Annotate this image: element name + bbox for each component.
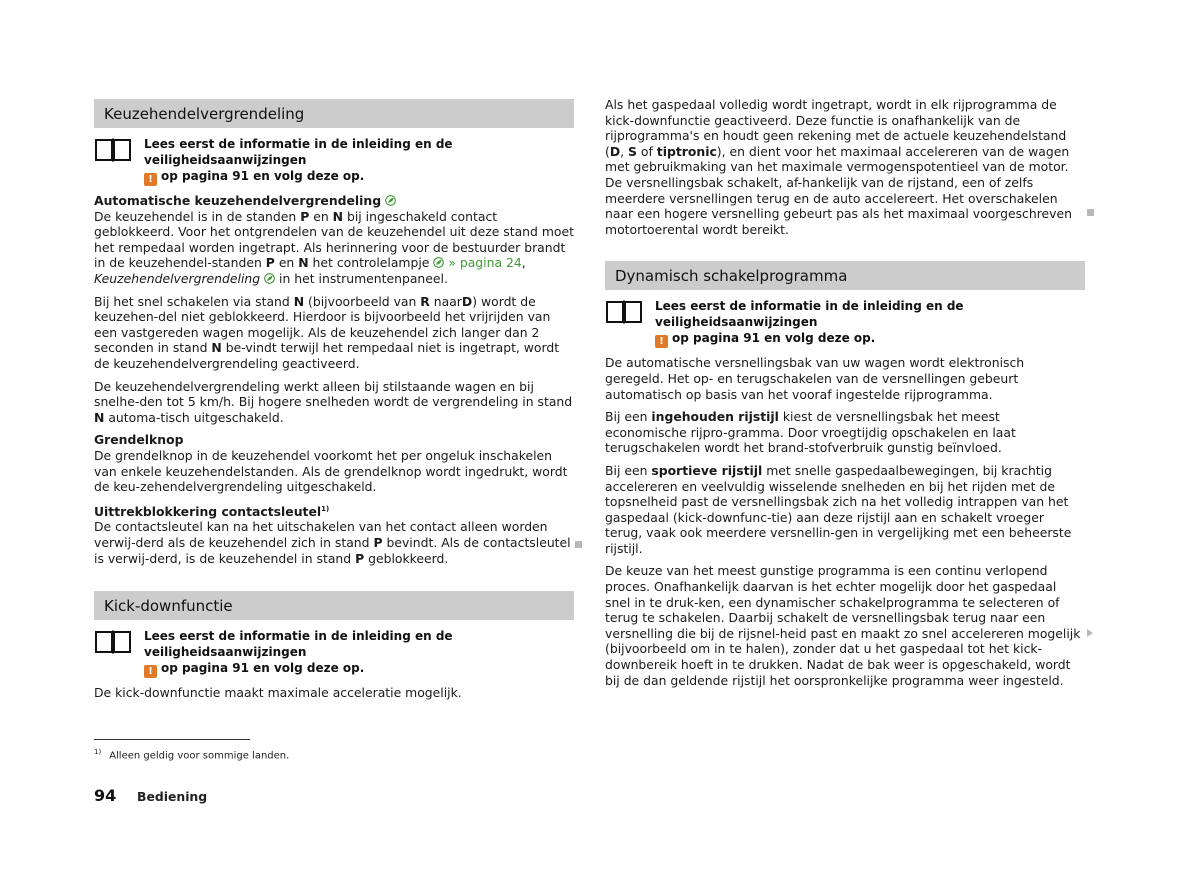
footnote-mark: 1) (94, 748, 102, 756)
left-column (94, 99, 574, 701)
paragraph: De keuzehendelvergrendeling werkt alleen bij stilstaande wagen en bij snelhe-den tot 5 km/h. Bij hogere snelheden wordt de vergrendeling in stand N automa-tisch uitgeschakeld. (94, 378, 573, 425)
notice-line-2 (144, 168, 574, 186)
paragraph: Bij een ingehouden rijstijl kiest de versnellingsbak het meest economische rijpro-gramma. Door vroegtijdig opschakelen en laat terugschakelen wordt het brand-stofverbruik gunstig beïnvloed. (605, 409, 1016, 456)
paragraph: Bij een sportieve rijstijl met snelle gaspedaalbewegingen, bij krachtig accelereren en veelvuldig wisselende snelheden en bij het rijden met de topsnelheid past de versnellingsbak zich na het volledig intrappen van het gaspedaal (kick-downfunc-tie) aan deze rijstijl aan en schakelt vroeger terug, vaak ook meerdere versnellin-gen in vergelijking met een beheerste rijstijl. (605, 462, 1072, 556)
footnote (94, 748, 289, 761)
book-icon (605, 299, 643, 325)
subheading-text: Automatische keuzehendelvergrendeling (94, 193, 382, 208)
end-of-section-icon (1087, 209, 1094, 216)
paragraph: Als het gaspedaal volledig wordt ingetrapt, wordt in elk rijprogramma de kick-downfunctie geactiveerd. Deze functie is onafhankelijk van de rijprogramma's en houdt geen rekening met de actuele keuzehendelstand (D, S of tiptronic), en dient voor het maximaal accelereren van de wagen met gebruikmaking van het maximale vermogenspotentieel van de motor. De versnellingsbak schakelt, af-hankelijk van de rijstand, een of zelfs meerdere versnellingen terug en de auto accelereert. Het overschakelen naar een hogere versnelling gebeurt pas als het maximaal voorgeschreven motortoerental wordt bereikt. (605, 97, 1072, 237)
leaf-icon (385, 195, 396, 206)
leaf-icon (433, 257, 444, 268)
notice-line-1: Lees eerst de informatie in de inleiding en de veiligheidsaanwijzingen (655, 299, 964, 330)
warning-icon: ! (655, 335, 668, 348)
footnote-text: Alleen geldig voor sommige landen. (109, 750, 290, 762)
notice-line-2 (144, 660, 574, 678)
leaf-icon (264, 273, 275, 284)
safety-notice (94, 628, 574, 678)
subheading: Grendelknop (94, 432, 184, 448)
paragraph: De contactsleutel kan na het uitschakelen van het contact alleen worden verwij-derd als de keuzehendel zich in stand P bevindt. Als de contactsleutel is verwij-derd, is de keuzehendel in stand P geblokkeerd. (94, 519, 571, 566)
notice-page-ref[interactable]: op pagina 91 en volg deze op. (672, 331, 876, 346)
section-heading: Kick-downfunctie (94, 591, 574, 620)
warning-icon: ! (144, 173, 157, 186)
notice-line-1: Lees eerst de informatie in de inleiding en de veiligheidsaanwijzingen (144, 629, 453, 660)
subheading: Uittrekblokkering contactsleutel$^{1)}$ (94, 503, 330, 519)
notice-line-1: Lees eerst de informatie in de inleiding en de veiligheidsaanwijzingen (144, 137, 453, 167)
paragraph: Bij het snel schakelen via stand N (bijvoorbeeld van R naarD) wordt de keuzehen-del niet geblokkeerd. Hierdoor is bijvoorbeeld het vrijrijden van een vastgereden wagen mogelijk. Als de keuzehendel zich langer dan 2 seconden in stand N be-vindt terwijl het rempedaal niet is ingetrapt, wordt de keuzehendelvergrendeling geactiveerd. (94, 293, 560, 371)
safety-notice (605, 298, 1085, 348)
page-number: 94 (94, 786, 117, 805)
footnote-ref[interactable]: 1) (321, 504, 330, 513)
footnote-divider (94, 739, 250, 740)
safety-notice (94, 136, 574, 186)
page-link[interactable]: » pagina 24 (448, 255, 522, 271)
end-of-section-icon (575, 541, 582, 548)
book-icon (94, 137, 132, 163)
paragraph: De keuzehendel is in de standen P en N bij ingeschakeld contact geblokkeerd. Voor het ontgrendelen van de keuzehendel uit deze stand moet het rempedaal worden ingetrapt. Als herinnering voor de bestuurder brandt in de keuzehendel-standen P en N het controlelampje » pagina 24, Keuzehendelvergrendeling in het instrumentenpaneel. (94, 208, 574, 286)
notice-page-ref[interactable]: op pagina 91 en volg deze op. (161, 169, 365, 183)
book-icon (94, 629, 132, 655)
subheading (94, 193, 574, 209)
chapter-title: Bediening (137, 789, 208, 804)
continue-arrow-icon (1087, 629, 1093, 637)
paragraph: De keuze van het meest gunstige programma is een continu verlopend proces. Onafhankelijk daarvan is het echter mogelijk door het gaspedaal snel in te druk-ken, een dynamischer schakelprogramma te selecteren of terug te schakelen. Daarbij schakelt de versnellingsbak terug naar een versnelling die bij de rijsnel-heid past en maakt zo snel accelereren mogelijk (bijvoorbeeld om in te halen), zonder dat u het gaspedaal tot het kick-downbereik hoeft in te drukken. Nadat de bak weer is opgeschakeld, wordt bij de dan geldende rijstijl het oorspronkelijke programma weer ingesteld. (605, 563, 1081, 688)
paragraph: De automatische versnellingsbak van uw wagen wordt elektronisch geregeld. Het op- en terugschakelen van de versnellingen gebeurt automatisch op basis van het vooraf ingestelde rijprogramma. (605, 355, 1025, 402)
section-heading: Keuzehendelvergrendeling (94, 99, 574, 128)
right-column (605, 97, 1085, 688)
notice-page-ref[interactable]: op pagina 91 en volg deze op. (161, 661, 365, 676)
warning-icon: ! (144, 665, 157, 678)
section-heading: Dynamisch schakelprogramma (605, 261, 1085, 290)
paragraph: De grendelknop in de keuzehendel voorkomt het per ongeluk inschakelen van enkele keuzehendelstanden. Als de grendelknop wordt ingedrukt, wordt de keu-zehendelvergrendeling uitgeschakeld. (94, 447, 568, 495)
paragraph: De kick-downfunctie maakt maximale acceleratie mogelijk. (94, 685, 462, 701)
notice-line-2 (655, 330, 1085, 348)
